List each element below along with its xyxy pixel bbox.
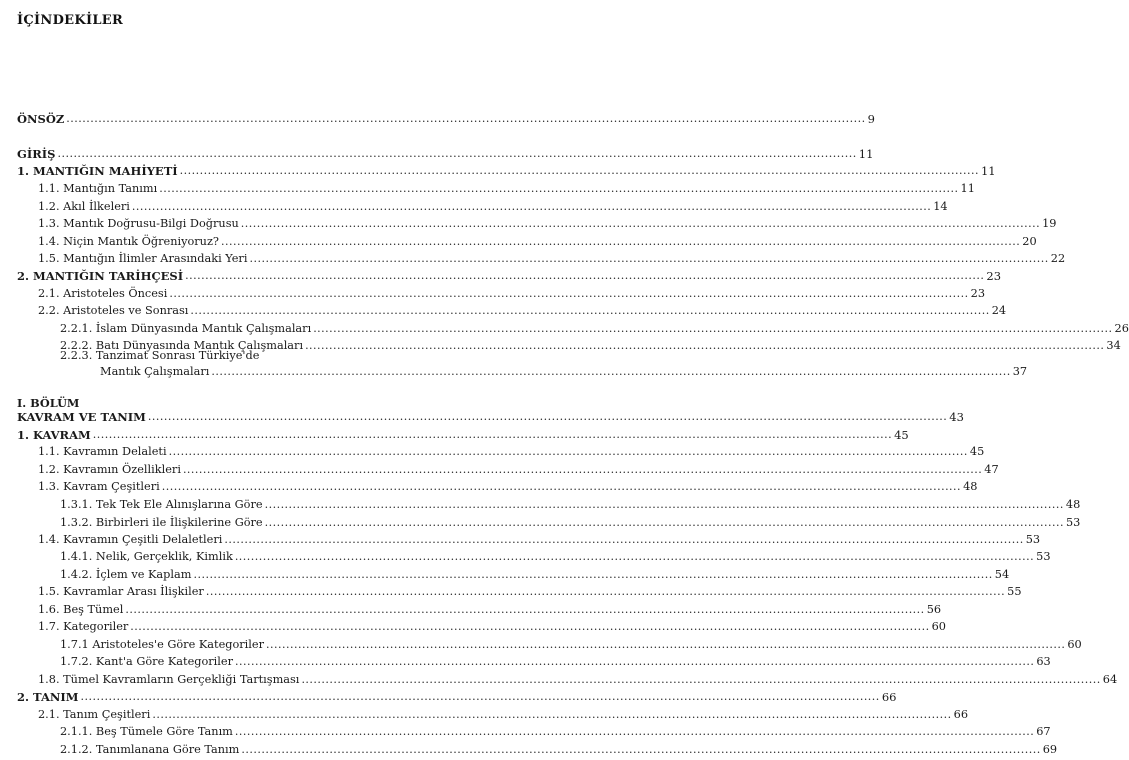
- toc-entry-page: 45: [969, 445, 985, 458]
- toc-entry-label: 1.7. Kategoriler: [38, 620, 129, 633]
- toc-entry-page: 14: [933, 200, 948, 213]
- dot-leader: ........................................................................................................................................................................................................: [190, 304, 990, 317]
- dot-leader: ........................................................................................................................................................................................................: [193, 568, 993, 581]
- toc-entry-page: 53: [1065, 516, 1081, 529]
- toc-entry[interactable]: [0, 512, 1081, 530]
- toc-entry-page: 45: [894, 428, 909, 442]
- dot-leader: ........................................................................................................................................................................................................: [159, 182, 959, 195]
- toc-entry-label: 1. KAVRAM: [17, 428, 91, 442]
- toc-entry-label: GİRİŞ: [17, 147, 56, 161]
- toc-entry[interactable]: [0, 248, 1066, 266]
- dot-leader: ........................................................................................................................................................................................................: [234, 725, 1035, 738]
- toc-entry-label: ÖNSÖZ: [17, 112, 65, 126]
- toc-entry[interactable]: [0, 529, 1041, 547]
- dot-leader: ........................................................................................................................................................................................................: [264, 516, 1064, 529]
- dot-leader: ........................................................................................................................................................................................................: [301, 673, 1101, 686]
- toc-entry-page: 66: [953, 708, 969, 721]
- dot-leader: ........................................................................................................................................................................................................: [305, 339, 1105, 352]
- toc-entry[interactable]: [0, 265, 1002, 283]
- dot-leader: ........................................................................................................................................................................................................: [161, 480, 962, 493]
- toc-entry[interactable]: [0, 459, 999, 477]
- toc-entry-label: 2.1. Aristoteles Öncesi: [38, 287, 168, 300]
- dot-leader: ........................................................................................................................................................................................................: [179, 164, 979, 177]
- section-heading: I. BÖLÜM: [17, 396, 80, 410]
- toc-entry-page: 53: [1025, 533, 1041, 546]
- toc-entry-label: 1.3.1. Tek Tek Ele Alınışlarına Göre: [60, 498, 263, 511]
- toc-entry-label: 1.4.2. İçlem ve Kaplam: [60, 568, 192, 581]
- toc-entry-page: 56: [926, 603, 942, 616]
- toc-entry-page: 22: [1050, 252, 1066, 265]
- toc-entry[interactable]: [0, 546, 1051, 564]
- toc-entry-page: 24: [991, 304, 1007, 317]
- toc-entry-page: 37: [1012, 365, 1028, 378]
- toc-entry-label: 1.7.2. Kant'a Göre Kategoriler: [60, 655, 233, 668]
- toc-entry-page: 60: [931, 620, 946, 633]
- toc-entry-page: 11: [960, 182, 975, 195]
- toc-entry-page: 53: [1036, 550, 1051, 563]
- toc-entry-label: 1.4. Niçin Mantık Öğreniyoruz?: [38, 235, 219, 248]
- toc-entry[interactable]: [0, 300, 1007, 318]
- dot-leader: ........................................................................................................................................................................................................: [241, 743, 1041, 756]
- toc-entry-label: Mantık Çalışmaları: [100, 365, 210, 378]
- toc-entry[interactable]: [0, 406, 964, 424]
- toc-entry[interactable]: [0, 651, 1051, 669]
- toc-entry-label: 2.1.1. Beş Tümele Göre Tanım: [60, 725, 233, 738]
- toc-entry-page: 11: [980, 164, 996, 178]
- dot-leader: ........................................................................................................................................................................................................: [92, 428, 893, 441]
- toc-entry[interactable]: [0, 721, 1051, 739]
- toc-entry[interactable]: [0, 108, 875, 126]
- toc-entry-page: 20: [1022, 235, 1037, 248]
- toc-entry-label: 1.3. Mantık Doğrusu-Bilgi Doğrusu: [38, 217, 239, 230]
- toc-entry-label: 1.3.2. Birbirleri ile İlişkilerine Göre: [60, 516, 263, 529]
- toc-entry[interactable]: [0, 196, 948, 214]
- toc-entry-label[interactable]: 2.2.3. Tanzimat Sonrası Türkiye'de: [60, 349, 260, 362]
- toc-entry-label: 1.2. Kavramın Özellikleri: [38, 463, 181, 476]
- dot-leader: ........................................................................................................................................................................................................: [152, 708, 952, 721]
- dot-leader: ........................................................................................................................................................................................................: [130, 620, 930, 633]
- toc-entry-page: 54: [994, 568, 1010, 581]
- toc-entry-label: 1.1. Mantığın Tanımı: [38, 182, 158, 195]
- dot-leader: ........................................................................................................................................................................................................: [266, 638, 1066, 651]
- toc-entry[interactable]: [0, 599, 942, 617]
- dot-leader: ........................................................................................................................................................................................................: [234, 550, 1035, 563]
- toc-entry-page: 60: [1067, 638, 1082, 651]
- toc-entry-label: 1.7.1 Aristoteles'e Göre Kategoriler: [60, 638, 264, 651]
- toc-entry-page: 69: [1042, 743, 1058, 756]
- toc-entry-label: 2.1. Tanım Çeşitleri: [38, 708, 151, 721]
- toc-entry-label: 2.2.2. Batı Dünyasında Mantık Çalışmaları: [60, 339, 304, 352]
- toc-entry[interactable]: [0, 686, 897, 704]
- dot-leader: ........................................................................................................................................................................................................: [249, 252, 1049, 265]
- toc-entry[interactable]: [0, 213, 1057, 231]
- dot-leader: ........................................................................................................................................................................................................: [313, 322, 1113, 335]
- toc-entry-page: 55: [1007, 585, 1022, 598]
- toc-entry-label: 1.5. Kavramlar Arası İlişkiler: [38, 585, 204, 598]
- dot-leader: ........................................................................................................................................................................................................: [220, 235, 1021, 248]
- toc-entry-page: 48: [963, 480, 978, 493]
- toc-entry[interactable]: [0, 476, 978, 494]
- toc-entry-label: 1.6. Beş Tümel: [38, 603, 124, 616]
- toc-entry[interactable]: [0, 178, 975, 196]
- dot-leader: ........................................................................................................................................................................................................: [168, 445, 968, 458]
- toc-entry-label: 2.1.2. Tanımlanana Göre Tanım: [60, 743, 240, 756]
- toc-entry-page: 19: [1042, 217, 1057, 230]
- toc-entry[interactable]: [0, 283, 986, 301]
- toc-entry[interactable]: [0, 739, 1058, 757]
- dot-leader: ........................................................................................................................................................................................................: [147, 410, 948, 423]
- toc-entry-page: 64: [1102, 673, 1118, 686]
- dot-leader: ........................................................................................................................................................................................................: [235, 655, 1035, 668]
- dot-leader: ........................................................................................................................................................................................................: [205, 585, 1006, 598]
- toc-entry[interactable]: [0, 669, 1118, 687]
- toc-entry-page: 34: [1106, 339, 1121, 352]
- toc-entry-label: 2.2.1. İslam Dünyasında Mantık Çalışmaları: [60, 322, 312, 335]
- toc-entry-label: 1.1. Kavramın Delaleti: [38, 445, 167, 458]
- dot-leader: ........................................................................................................................................................................................................: [169, 287, 969, 300]
- toc-entry-page: 66: [881, 690, 897, 704]
- toc-entry-label: 1. MANTIĞIN MAHİYETİ: [17, 164, 178, 178]
- dot-leader: ........................................................................................................................................................................................................: [185, 269, 985, 282]
- toc-entry[interactable]: [0, 318, 1129, 336]
- toc-entry[interactable]: [0, 704, 969, 722]
- toc-entry-label: 2.2. Aristoteles ve Sonrası: [38, 304, 189, 317]
- toc-entry[interactable]: [0, 634, 1082, 652]
- toc-entry-label: 1.2. Akıl İlkeleri: [38, 200, 130, 213]
- toc-entry-page: 47: [984, 463, 999, 476]
- toc-entry[interactable]: [0, 441, 985, 459]
- dot-leader: ........................................................................................................................................................................................................: [66, 112, 866, 125]
- toc-entry-page: 23: [986, 269, 1002, 283]
- toc-entry[interactable]: [0, 231, 1037, 249]
- toc-entry-label: 1.4. Kavramın Çeşitli Delaletleri: [38, 533, 223, 546]
- toc-entry-page: 9: [867, 112, 875, 126]
- dot-leader: ........................................................................................................................................................................................................: [125, 603, 925, 616]
- toc-entry-page: 48: [1065, 498, 1081, 511]
- toc-entry-page: 43: [949, 410, 964, 424]
- dot-leader: ........................................................................................................................................................................................................: [240, 217, 1041, 230]
- toc-entry-page: 11: [858, 147, 874, 161]
- dot-leader: ........................................................................................................................................................................................................: [211, 365, 1011, 378]
- toc-entry[interactable]: [0, 361, 1028, 379]
- toc-entry-label: 2. MANTIĞIN TARİHÇESİ: [17, 269, 184, 283]
- dot-leader: ........................................................................................................................................................................................................: [57, 147, 857, 160]
- toc-entry-label: 1.3. Kavram Çeşitleri: [38, 480, 160, 493]
- toc-entry[interactable]: [0, 616, 946, 634]
- toc-entry[interactable]: [0, 494, 1081, 512]
- toc-entry-label: 2. TANIM: [17, 690, 79, 704]
- toc-entry-label: KAVRAM VE TANIM: [17, 410, 146, 424]
- toc-entry[interactable]: [0, 160, 996, 178]
- toc-entry[interactable]: [0, 424, 909, 442]
- toc-entry[interactable]: [0, 564, 1010, 582]
- dot-leader: ........................................................................................................................................................................................................: [80, 690, 880, 703]
- toc-entry-label: 1.5. Mantığın İlimler Arasındaki Yeri: [38, 252, 248, 265]
- page-title: İÇİNDEKİLER: [17, 13, 124, 28]
- toc-entry[interactable]: [0, 581, 1022, 599]
- dot-leader: ........................................................................................................................................................................................................: [264, 498, 1064, 511]
- toc-entry-page: 67: [1036, 725, 1051, 738]
- dot-leader: ........................................................................................................................................................................................................: [182, 463, 983, 476]
- toc-entry-page: 23: [970, 287, 986, 300]
- dot-leader: ........................................................................................................................................................................................................: [131, 200, 932, 213]
- toc-entry[interactable]: [0, 143, 874, 161]
- dot-leader: ........................................................................................................................................................................................................: [224, 533, 1024, 546]
- toc-entry-page: 63: [1036, 655, 1051, 668]
- toc-entry-label: 1.4.1. Nelik, Gerçeklik, Kimlik: [60, 550, 233, 563]
- toc-entry-page: 26: [1114, 322, 1129, 335]
- toc-entry-label: 1.8. Tümel Kavramların Gerçekliği Tartışması: [38, 673, 300, 686]
